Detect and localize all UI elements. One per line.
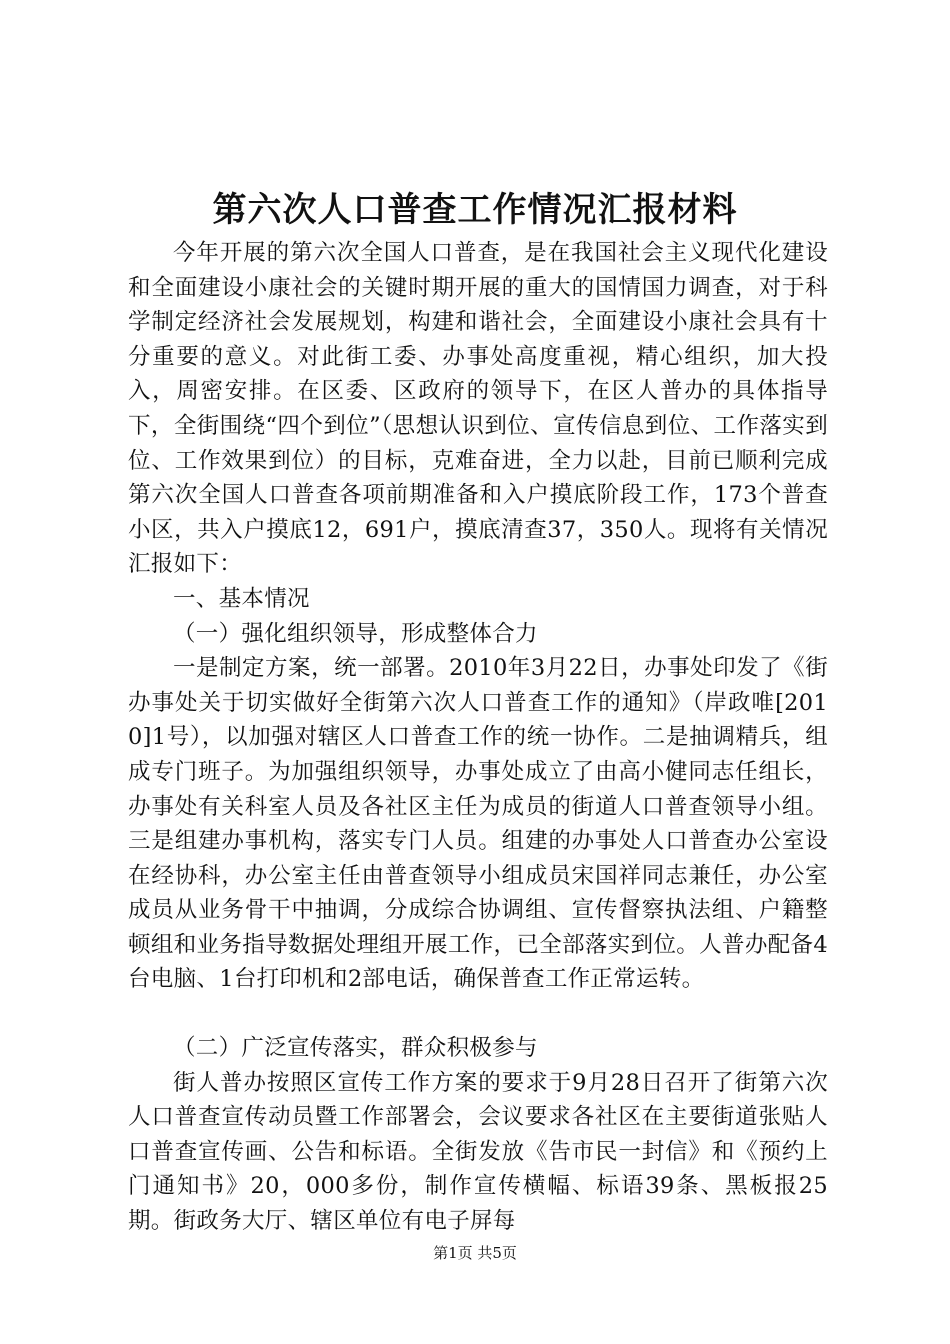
document-title: 第六次人口普查工作情况汇报材料	[212, 190, 738, 230]
page-footer: 第1页 共5页	[433, 1244, 517, 1262]
section-heading-basic-situation: 一、基本情况	[173, 585, 310, 612]
subsection-heading-organization: （一）强化组织领导，形成整体合力	[173, 620, 538, 647]
publicity-paragraph: 街人普办按照区宣传工作方案的要求于9月28日召开了街第六次人口普查宣传动员暨工作部署会，会议要求各社区在主要街道张贴人口普查宣传画、公告和标语。全街发放《告市民一封信》和《预约上门通知书》20，000多份，制作宣传横幅、标语39条、黑板报25期。街政务大厅、辖区单位有电子屏每	[128, 1069, 828, 1235]
paragraph-spacer	[128, 997, 828, 1031]
document-body	[128, 236, 828, 1239]
intro-paragraph: 今年开展的第六次全国人口普查，是在我国社会主义现代化建设和全面建设小康社会的关键时期开展的重大的国情国力调查，对于科学制定经济社会发展规划，构建和谐社会，全面建设小康社会具有十分重要的意义。对此街工委、办事处高度重视，精心组织，加大投入，周密安排。在区委、区政府的领导下，在区人普办的具体指导下，全街围绕“四个到位”（思想认识到位、宣传信息到位、工作落实到位、工作效果到位）的目标，克难奋进，全力以赴，目前已顺利完成第六次全国人口普查各项前期准备和入户摸底阶段工作，173个普查小区，共入户摸底12，691户，摸底清查37，350人。现将有关情况汇报如下：	[128, 240, 828, 578]
organization-paragraph: 一是制定方案，统一部署。2010年3月22日，办事处印发了《街办事处关于切实做好全街第六次人口普查工作的通知》（岸政唯[2010]1号），以加强对辖区人口普查工作的统一协作。二是抽调精兵，组成专门班子。为加强组织领导，办事处成立了由高小健同志任组长，办事处有关科室人员及各社区主任为成员的街道人口普查领导小组。三是组建办事机构，落实专门人员。组建的办事处人口普查办公室设在经协科，办公室主任由普查领导小组成员宋国祥同志兼任，办公室成员从业务骨干中抽调，分成综合协调组、宣传督察执法组、户籍整顿组和业务指导数据处理组开展工作，已全部落实到位。人普办配备4台电脑、1台打印机和2部电话，确保普查工作正常运转。	[128, 655, 828, 993]
subsection-heading-publicity: （二）广泛宣传落实，群众积极参与	[173, 1035, 538, 1062]
